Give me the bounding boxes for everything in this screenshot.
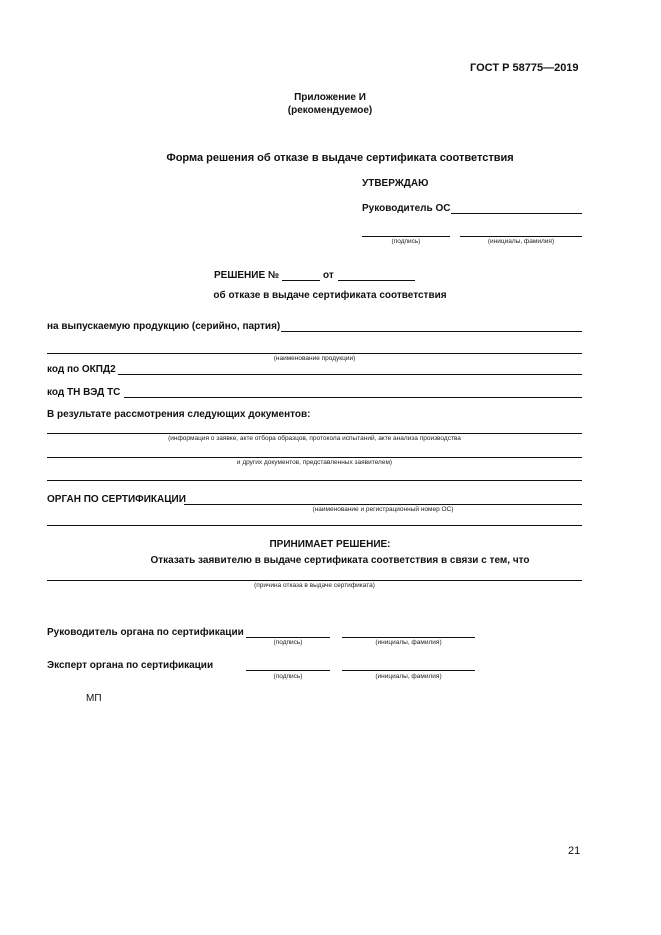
approval-signature-line[interactable] — [362, 236, 450, 237]
docs-caption-1: (информация о заявке, акте отбора образцов, протокола испытаний, акте анализа производства — [168, 435, 461, 442]
decision-subtitle: об отказе в выдаче сертификата соответствия — [213, 290, 447, 301]
decision-number-line[interactable] — [282, 280, 320, 281]
annex-note: (рекомендуемое) — [287, 105, 373, 116]
decision-from-label: от — [323, 270, 334, 281]
resolution-heading: ПРИНИМАЕТ РЕШЕНИЕ: — [269, 539, 391, 550]
decision-date-line[interactable] — [338, 280, 415, 281]
head-signature-caption: (подпись) — [273, 639, 303, 646]
approval-approve: УТВЕРЖДАЮ — [362, 178, 429, 189]
approval-head-label: Руководитель ОС — [362, 203, 451, 214]
okpd-line[interactable] — [118, 374, 582, 375]
approval-signature-caption: (подпись) — [391, 238, 421, 245]
expert-signature-label: Эксперт органа по сертификации — [47, 660, 214, 671]
expert-signature-caption: (подпись) — [273, 673, 303, 680]
stamp-label: МП — [86, 693, 102, 704]
organ-caption: (наименование и регистрационный номер ОС) — [312, 506, 454, 513]
product-line-2[interactable] — [47, 353, 582, 354]
okpd-label: код по ОКПД2 — [47, 364, 116, 375]
reason-line[interactable] — [47, 580, 582, 581]
expert-name-caption: (инициалы, фамилия) — [375, 673, 442, 680]
docs-label: В результате рассмотрения следующих документов: — [47, 409, 311, 420]
product-line-1[interactable] — [281, 331, 582, 332]
head-name-line[interactable] — [342, 637, 475, 638]
docs-line-3[interactable] — [47, 480, 582, 481]
docs-line-1[interactable] — [47, 433, 582, 434]
product-caption: (наименование продукции) — [273, 355, 356, 362]
standard-number: ГОСТ Р 58775—2019 — [470, 62, 579, 74]
resolution-text: Отказать заявителю в выдаче сертификата соответствия в связи с тем, что — [150, 555, 530, 566]
docs-caption-2: и других документов, представленных заявителем) — [236, 459, 393, 466]
tnved-line[interactable] — [124, 397, 582, 398]
decision-number-label: РЕШЕНИЕ № — [214, 270, 280, 281]
expert-name-line[interactable] — [342, 670, 475, 671]
reason-caption: (причина отказа в выдаче сертификата) — [254, 582, 375, 589]
approval-head-line[interactable] — [451, 213, 582, 214]
approval-name-caption: (инициалы, фамилия) — [487, 238, 555, 245]
form-title: Форма решения об отказе в выдаче сертификата соответствия — [166, 152, 514, 164]
head-signature-label: Руководитель органа по сертификации — [47, 627, 244, 638]
page-number: 21 — [568, 845, 581, 857]
tnved-label: код ТН ВЭД ТС — [47, 387, 121, 398]
annex-title: Приложение И — [294, 92, 366, 103]
head-signature-line[interactable] — [246, 637, 330, 638]
docs-line-2[interactable] — [47, 457, 582, 458]
organ-line-2[interactable] — [47, 525, 582, 526]
expert-signature-line[interactable] — [246, 670, 330, 671]
organ-label: ОРГАН ПО СЕРТИФИКАЦИИ — [47, 494, 186, 505]
product-label: на выпускаемую продукцию (серийно, партия) — [47, 321, 281, 332]
head-name-caption: (инициалы, фамилия) — [375, 639, 442, 646]
approval-name-line[interactable] — [460, 236, 582, 237]
organ-line-1[interactable] — [184, 504, 582, 505]
